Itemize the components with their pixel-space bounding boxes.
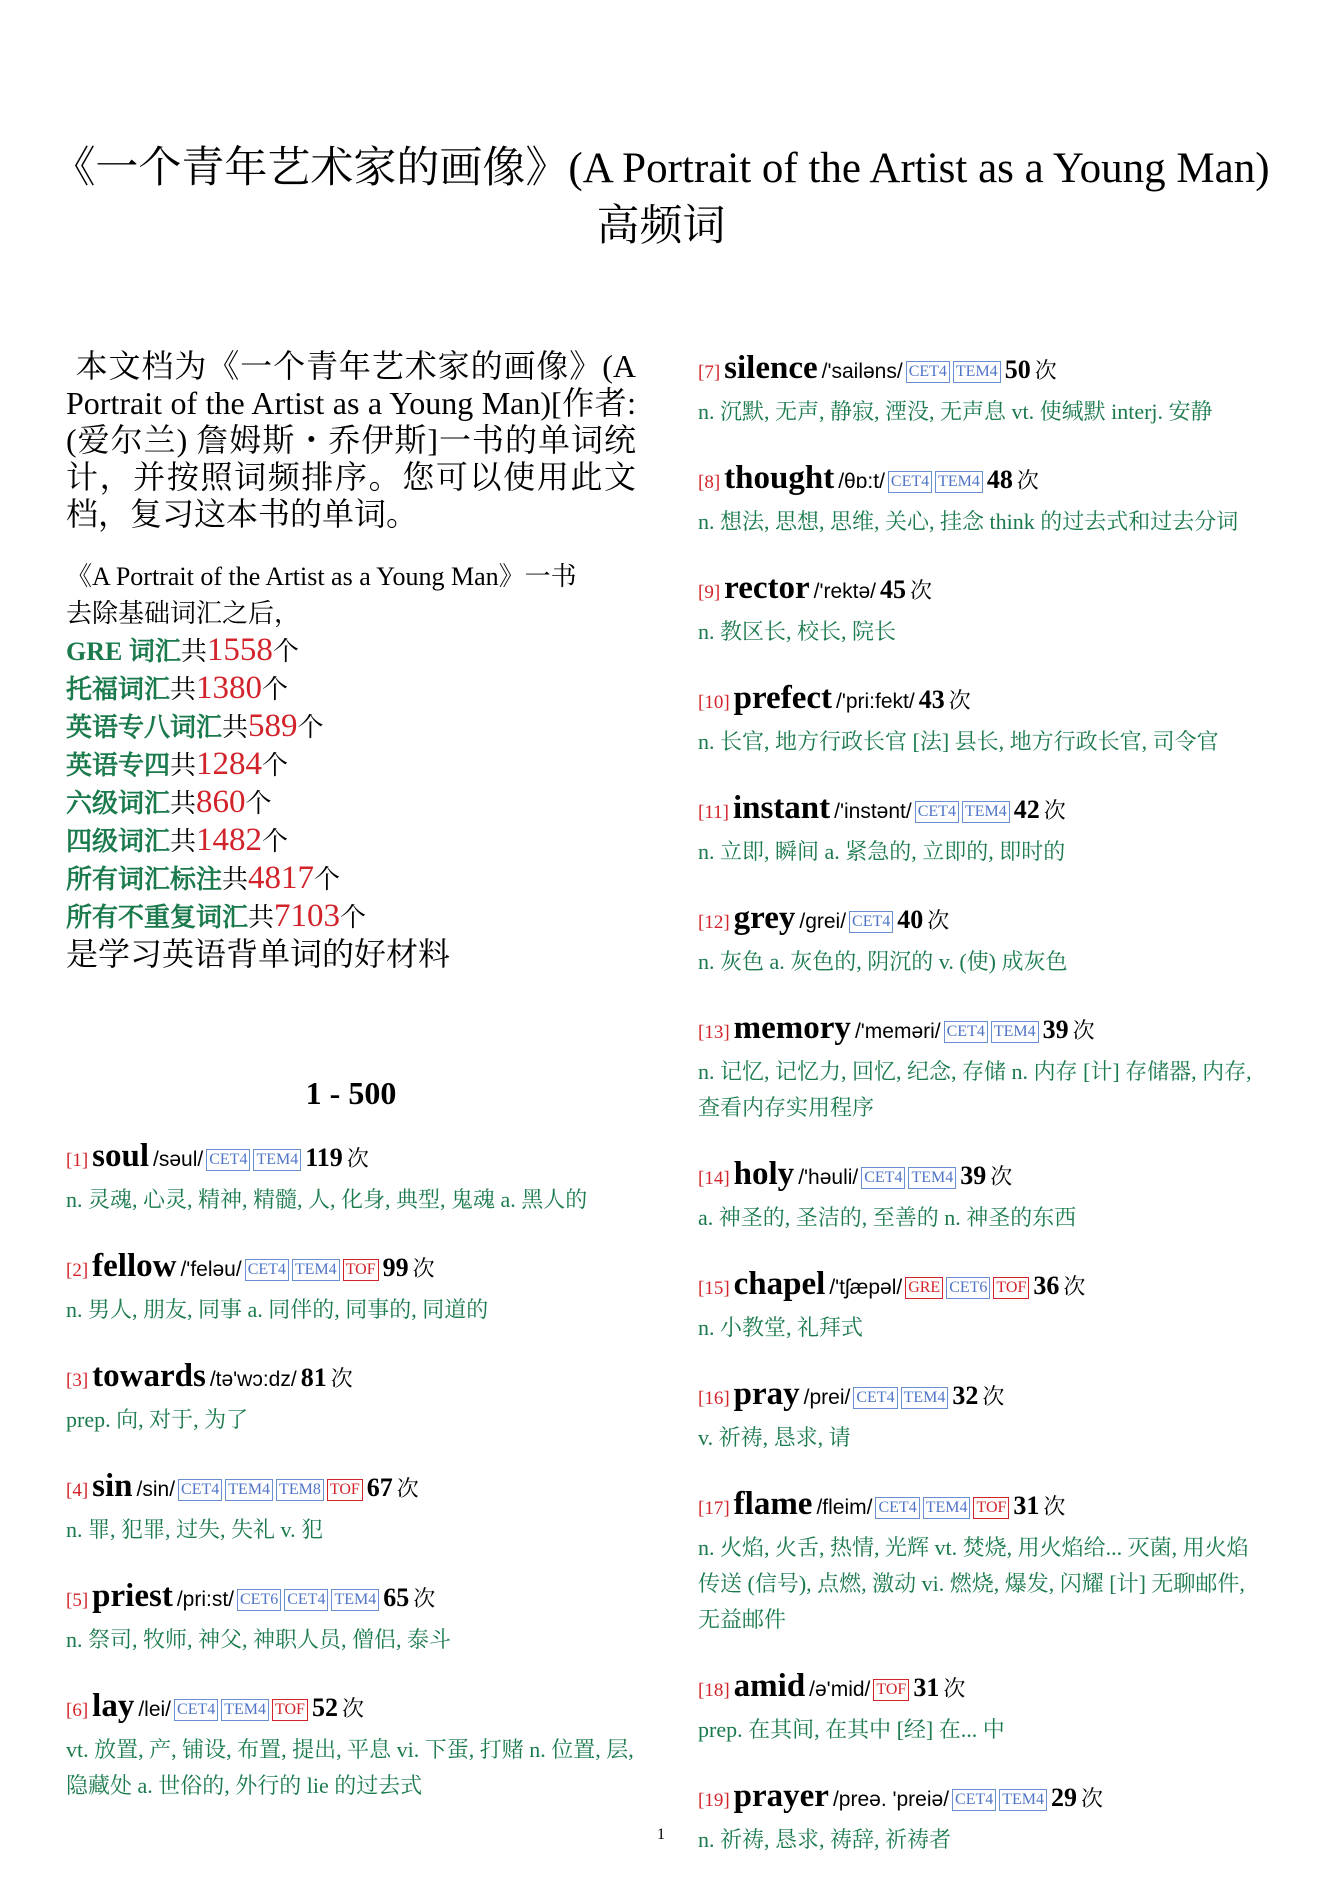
- count-suffix: 次: [1072, 1018, 1095, 1043]
- headword: pray: [733, 1376, 800, 1412]
- exam-tag-badge: CET4: [206, 1149, 250, 1171]
- count-suffix: 次: [910, 578, 933, 603]
- summary-unit: 个: [272, 637, 299, 666]
- frequency-count: 99: [382, 1253, 409, 1282]
- frequency-count: 50: [1004, 355, 1031, 384]
- phonetic: /'instənt/: [834, 800, 912, 823]
- exam-tag-badge: CET4: [849, 911, 893, 933]
- entry-head: [66, 1686, 636, 1732]
- phonetic: /'tʃæpəl/: [829, 1276, 903, 1299]
- summary-item: [66, 898, 636, 936]
- summary-lead-2: 去除基础词汇之后，: [66, 599, 301, 628]
- word-entry: [698, 898, 1268, 980]
- frequency-count: 43: [918, 685, 945, 714]
- entry-head: [698, 568, 1268, 614]
- summary-label: 四级词汇: [66, 827, 171, 856]
- title-line-1: 《一个青年艺术家的画像》(A Portrait of the Artist as a Young Man): [52, 145, 1270, 192]
- exam-tag-badge: TOF: [873, 1679, 909, 1701]
- exam-tag-badge: CET4: [853, 1387, 897, 1409]
- summary-label: 英语专四: [66, 751, 171, 780]
- exam-tag-badge: TOF: [272, 1699, 308, 1721]
- frequency-count: 45: [880, 575, 907, 604]
- count-suffix: 次: [396, 1476, 419, 1501]
- frequency-count: 31: [913, 1673, 940, 1702]
- frequency-count: 40: [897, 905, 924, 934]
- summary-count: 7103: [274, 898, 341, 934]
- summary-count: 589: [248, 708, 298, 744]
- summary-unit: 个: [262, 751, 289, 780]
- entry-head: [698, 788, 1268, 834]
- phonetic: /tə'wɔ:dz/: [209, 1368, 297, 1391]
- entry-index: [8]: [698, 472, 721, 493]
- summary-list: [66, 632, 636, 936]
- headword: rector: [724, 570, 810, 606]
- headword: instant: [732, 790, 831, 826]
- count-suffix: 次: [990, 1164, 1013, 1189]
- entry-head: [698, 1154, 1268, 1200]
- entry-index: [12]: [698, 912, 730, 933]
- summary-item: [66, 708, 636, 746]
- definition: n. 想法, 思想, 思维, 关心, 挂念 think 的过去式和过去分词: [698, 509, 1239, 534]
- definition: a. 神圣的, 圣洁的, 至善的 n. 神圣的东西: [698, 1205, 1077, 1230]
- entry-head: [698, 1776, 1268, 1822]
- exam-tag-badge: CET4: [284, 1589, 328, 1611]
- exam-tag-badge: TEM4: [221, 1699, 269, 1721]
- entry-index: [5]: [66, 1590, 89, 1611]
- phonetic: /'meməri/: [854, 1020, 941, 1043]
- exam-tag-badge: CET4: [875, 1497, 919, 1519]
- word-entry: [66, 1356, 636, 1438]
- summary-block: [66, 558, 636, 973]
- frequency-count: 39: [1042, 1015, 1069, 1044]
- summary-label: 托福词汇: [66, 675, 171, 704]
- exam-tag-badge: TEM4: [901, 1387, 949, 1409]
- phonetic: /prei/: [803, 1386, 851, 1409]
- entry-index: [13]: [698, 1022, 730, 1043]
- exam-tag-badge: CET6: [237, 1589, 281, 1611]
- entry-head: [698, 898, 1268, 944]
- word-entry: [66, 1466, 636, 1548]
- count-suffix: 次: [412, 1256, 435, 1281]
- entry-head: [698, 458, 1268, 504]
- frequency-count: 32: [952, 1381, 979, 1410]
- definition: v. 祈祷, 恳求, 请: [698, 1425, 851, 1450]
- entry-index: [11]: [698, 802, 729, 823]
- summary-unit: 个: [262, 827, 289, 856]
- summary-item: [66, 822, 636, 860]
- exam-tag-badge: TOF: [343, 1259, 379, 1281]
- entry-index: [18]: [698, 1680, 730, 1701]
- phonetic: /'sailəns/: [821, 360, 903, 383]
- headword: prefect: [733, 680, 832, 716]
- headword: lay: [92, 1688, 135, 1724]
- document-title: [40, 140, 1282, 256]
- phonetic: /'feləu/: [180, 1258, 242, 1281]
- left-column: [66, 348, 636, 1832]
- word-entry: [698, 1484, 1268, 1638]
- frequency-count: 39: [960, 1161, 987, 1190]
- exam-tag-badge: TOF: [973, 1497, 1009, 1519]
- definition: n. 教区长, 校长, 院长: [698, 619, 897, 644]
- phonetic: /fleim/: [816, 1496, 873, 1519]
- word-entry: [698, 1776, 1268, 1858]
- phonetic: /ə'mid/: [809, 1678, 871, 1701]
- headword: flame: [733, 1486, 813, 1522]
- headword: soul: [92, 1138, 150, 1174]
- summary-suffix: 共: [222, 713, 249, 742]
- entry-head: [66, 1466, 636, 1512]
- summary-label: 英语专八词汇: [66, 713, 223, 742]
- word-entry: [698, 788, 1268, 870]
- word-entry: [66, 1136, 636, 1218]
- summary-count: 1558: [206, 632, 273, 668]
- summary-unit: 个: [245, 789, 272, 818]
- entry-head: [698, 1264, 1268, 1310]
- word-entry: [698, 1154, 1268, 1236]
- summary-suffix: 共: [180, 637, 207, 666]
- exam-tag-badge: TEM8: [276, 1479, 324, 1501]
- entry-index: [15]: [698, 1278, 730, 1299]
- phonetic: /səul/: [153, 1148, 204, 1171]
- summary-unit: 个: [340, 903, 367, 932]
- summary-closing: 是学习英语背单词的好材料: [66, 936, 451, 972]
- count-suffix: 次: [1016, 468, 1039, 493]
- headword: towards: [92, 1358, 206, 1394]
- definition: n. 灵魂, 心灵, 精神, 精髓, 人, 化身, 典型, 鬼魂 a. 黑人的: [66, 1187, 588, 1212]
- entry-index: [16]: [698, 1388, 730, 1409]
- page-number: 1: [657, 1826, 665, 1843]
- summary-item: [66, 784, 636, 822]
- phonetic: /preə. 'preiə/: [832, 1788, 950, 1811]
- entry-index: [17]: [698, 1498, 730, 1519]
- summary-suffix: 共: [170, 789, 197, 818]
- exam-tag-badge: CET4: [245, 1259, 289, 1281]
- entry-head: [66, 1576, 636, 1622]
- range-heading: 1 - 500: [305, 1075, 397, 1111]
- entry-index: [19]: [698, 1790, 730, 1811]
- entry-head: [698, 1374, 1268, 1420]
- frequency-count: 52: [311, 1693, 338, 1722]
- entry-head: [698, 678, 1268, 724]
- phonetic: /'həuli/: [798, 1166, 859, 1189]
- headword: thought: [724, 460, 835, 496]
- word-entry: [66, 1686, 636, 1804]
- exam-tag-badge: CET4: [174, 1699, 218, 1721]
- definition: n. 祭司, 牧师, 神父, 神职人员, 僧侣, 泰斗: [66, 1627, 452, 1652]
- entry-head: [66, 1246, 636, 1292]
- exam-tag-badge: TEM4: [292, 1259, 340, 1281]
- count-suffix: 次: [1081, 1786, 1104, 1811]
- word-entry: [66, 1246, 636, 1328]
- entry-index: [1]: [66, 1150, 89, 1171]
- summary-suffix: 共: [248, 903, 275, 932]
- word-entry: [698, 1666, 1268, 1748]
- word-entry: [698, 1008, 1268, 1126]
- summary-count: 1284: [196, 746, 263, 782]
- exam-tag-badge: TEM4: [991, 1021, 1039, 1043]
- phonetic: /sin/: [136, 1478, 176, 1501]
- frequency-count: 81: [300, 1363, 327, 1392]
- phonetic: /θɒ:t/: [838, 470, 885, 493]
- entry-index: [2]: [66, 1260, 89, 1281]
- exam-tag-badge: TEM4: [962, 801, 1010, 823]
- word-list-left: [66, 1136, 636, 1804]
- entry-head: [698, 1666, 1268, 1712]
- summary-count: 1482: [196, 822, 263, 858]
- headword: memory: [733, 1010, 851, 1046]
- summary-count: 4817: [248, 860, 315, 896]
- count-suffix: 次: [1063, 1274, 1086, 1299]
- exam-tag-badge: CET4: [915, 801, 959, 823]
- summary-item: [66, 860, 636, 898]
- word-list-right: [698, 348, 1268, 1858]
- frequency-count: 48: [986, 465, 1013, 494]
- definition: n. 长官, 地方行政长官 [法] 县长, 地方行政长官, 司令官: [698, 729, 1219, 754]
- exam-tag-badge: CET4: [952, 1789, 996, 1811]
- entry-head: [698, 1008, 1268, 1054]
- entry-index: [6]: [66, 1700, 89, 1721]
- exam-tag-badge: TEM4: [253, 1149, 301, 1171]
- exam-tag-badge: TEM4: [923, 1497, 971, 1519]
- word-entry: [698, 458, 1268, 540]
- headword: prayer: [733, 1778, 829, 1814]
- exam-tag-badge: GRE: [905, 1277, 943, 1299]
- headword: sin: [92, 1468, 133, 1504]
- headword: holy: [733, 1156, 795, 1192]
- headword: silence: [724, 350, 818, 386]
- definition: n. 罪, 犯罪, 过失, 失礼 v. 犯: [66, 1517, 324, 1542]
- summary-label: 六级词汇: [66, 789, 171, 818]
- intro-paragraph: 本文档为《一个青年艺术家的画像》(A Portrait of the Artist as a Young Man)[作者: (爱尔兰) 詹姆斯・乔伊斯]一书的单词统计，并按照词频排序。您可以使用此文档，复习这本书的单词。: [66, 348, 636, 532]
- phonetic: /lei/: [138, 1698, 172, 1721]
- entry-index: [7]: [698, 362, 721, 383]
- phonetic: /grei/: [799, 910, 847, 933]
- entry-index: [4]: [66, 1480, 89, 1501]
- summary-suffix: 共: [170, 751, 197, 780]
- definition: n. 记忆, 记忆力, 回忆, 纪念, 存储 n. 内存 [计] 存储器, 内存, 查看内存实用程序: [698, 1059, 1252, 1120]
- exam-tag-badge: CET4: [944, 1021, 988, 1043]
- definition: n. 沉默, 无声, 静寂, 湮没, 无声息 vt. 使缄默 interj. 安静: [698, 399, 1213, 424]
- entry-index: [9]: [698, 582, 721, 603]
- exam-tag-badge: TEM4: [999, 1789, 1047, 1811]
- summary-unit: 个: [297, 713, 324, 742]
- phonetic: /pri:st/: [176, 1588, 234, 1611]
- summary-suffix: 共: [170, 827, 197, 856]
- count-suffix: 次: [943, 1676, 966, 1701]
- exam-tag-badge: TEM4: [908, 1167, 956, 1189]
- frequency-count: 119: [305, 1143, 343, 1172]
- word-entry: [698, 1264, 1268, 1346]
- entry-head: [66, 1356, 636, 1402]
- summary-unit: 个: [262, 675, 289, 704]
- definition: n. 小教堂, 礼拜式: [698, 1315, 864, 1340]
- frequency-count: 29: [1051, 1783, 1078, 1812]
- summary-suffix: 共: [222, 865, 249, 894]
- count-suffix: 次: [948, 688, 971, 713]
- word-entry: [698, 1374, 1268, 1456]
- summary-label: 所有不重复词汇: [66, 903, 249, 932]
- definition: n. 男人, 朋友, 同事 a. 同伴的, 同事的, 同道的: [66, 1297, 489, 1322]
- summary-count: 860: [196, 784, 246, 820]
- headword: amid: [733, 1668, 806, 1704]
- entry-head: [66, 1136, 636, 1182]
- exam-tag-badge: TEM4: [225, 1479, 273, 1501]
- summary-suffix: 共: [170, 675, 197, 704]
- exam-tag-badge: CET4: [861, 1167, 905, 1189]
- frequency-count: 42: [1013, 795, 1040, 824]
- word-entry: [698, 348, 1268, 430]
- exam-tag-badge: CET4: [906, 361, 950, 383]
- count-suffix: 次: [1043, 798, 1066, 823]
- summary-item: [66, 632, 636, 670]
- summary-label: GRE 词汇: [66, 637, 181, 666]
- entry-head: [698, 1484, 1268, 1530]
- count-suffix: 次: [330, 1366, 353, 1391]
- entry-index: [3]: [66, 1370, 89, 1391]
- summary-unit: 个: [314, 865, 341, 894]
- summary-count: 1380: [196, 670, 263, 706]
- phonetic: /'pri:fekt/: [835, 690, 915, 713]
- title-line-2: 高频词: [596, 203, 726, 250]
- frequency-count: 65: [383, 1583, 410, 1612]
- headword: chapel: [733, 1266, 826, 1302]
- exam-tag-badge: CET4: [888, 471, 932, 493]
- right-column: [698, 348, 1268, 1886]
- count-suffix: 次: [982, 1384, 1005, 1409]
- phonetic: /'rektə/: [813, 580, 877, 603]
- summary-label: 所有词汇标注: [66, 865, 223, 894]
- count-suffix: 次: [1034, 358, 1057, 383]
- exam-tag-badge: TEM4: [935, 471, 983, 493]
- definition: n. 立即, 瞬间 a. 紧急的, 立即的, 即时的: [698, 839, 1066, 864]
- entry-index: [10]: [698, 692, 730, 713]
- headword: fellow: [92, 1248, 177, 1284]
- exam-tag-badge: CET6: [946, 1277, 990, 1299]
- definition: n. 灰色 a. 灰色的, 阴沉的 v. (使) 成灰色: [698, 949, 1068, 974]
- definition: n. 祈祷, 恳求, 祷辞, 祈祷者: [698, 1827, 952, 1852]
- frequency-count: 36: [1033, 1271, 1060, 1300]
- exam-tag-badge: TEM4: [953, 361, 1001, 383]
- summary-item: [66, 746, 636, 784]
- word-entry: [698, 568, 1268, 650]
- exam-tag-badge: TEM4: [331, 1589, 379, 1611]
- headword: grey: [733, 900, 796, 936]
- frequency-count: 31: [1013, 1491, 1040, 1520]
- count-suffix: 次: [341, 1696, 364, 1721]
- headword: priest: [92, 1578, 173, 1614]
- definition: prep. 在其间, 在其中 [经] 在... 中: [698, 1717, 1005, 1742]
- summary-item: [66, 670, 636, 708]
- frequency-count: 67: [366, 1473, 393, 1502]
- definition: vt. 放置, 产, 铺设, 布置, 提出, 平息 vi. 下蛋, 打赌 n. 位置, 层, 隐藏处 a. 世俗的, 外行的 lie 的过去式: [66, 1737, 634, 1798]
- word-entry: [698, 678, 1268, 760]
- exam-tag-badge: TOF: [993, 1277, 1029, 1299]
- summary-lead-1: 《A Portrait of the Artist as a Young Man》一书: [66, 562, 577, 591]
- definition: prep. 向, 对于, 为了: [66, 1407, 249, 1432]
- definition: n. 火焰, 火舌, 热情, 光辉 vt. 焚烧, 用火焰给... 灭菌, 用火焰传送 (信号), 点燃, 激动 vi. 燃烧, 爆发, 闪耀 [计] 无聊邮件, 无益邮件: [698, 1535, 1249, 1632]
- entry-head: [698, 348, 1268, 394]
- count-suffix: 次: [413, 1586, 436, 1611]
- exam-tag-badge: CET4: [178, 1479, 222, 1501]
- count-suffix: 次: [927, 908, 950, 933]
- word-entry: [66, 1576, 636, 1658]
- count-suffix: 次: [346, 1146, 369, 1171]
- entry-index: [14]: [698, 1168, 730, 1189]
- count-suffix: 次: [1043, 1494, 1066, 1519]
- exam-tag-badge: TOF: [327, 1479, 363, 1501]
